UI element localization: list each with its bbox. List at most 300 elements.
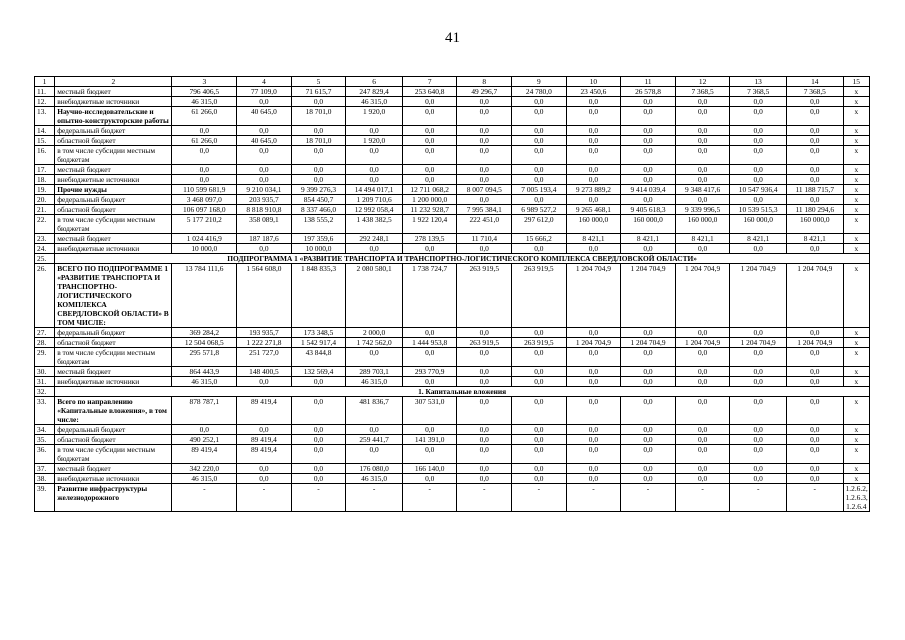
value-cell: 0,0 [512, 367, 567, 377]
value-cell: 7 005 193,4 [512, 185, 567, 195]
value-cell: 0,0 [457, 425, 512, 435]
value-cell: 160 000,0 [675, 215, 730, 234]
value-cell: 1 204 704,9 [786, 338, 843, 348]
reference-cell: x [843, 107, 869, 126]
row-label: местный бюджет [55, 165, 172, 175]
value-cell: 0,0 [291, 165, 346, 175]
value-cell: 176 080,0 [346, 464, 403, 474]
value-cell: 1 209 710,6 [346, 195, 403, 205]
row-number: 31. [35, 377, 55, 387]
row-label: в том числе субсидии местным бюджетам [55, 348, 172, 367]
value-cell: 148 400,5 [237, 367, 292, 377]
value-cell: 0,0 [457, 244, 512, 254]
value-cell: 0,0 [457, 107, 512, 126]
value-cell: 0,0 [512, 474, 567, 484]
value-cell: 307 531,0 [402, 397, 457, 425]
value-cell: 8 007 094,5 [457, 185, 512, 195]
value-cell: 0,0 [675, 97, 730, 107]
table-row [35, 377, 870, 387]
header-cell: 3 [172, 77, 237, 87]
value-cell: 18 701,0 [291, 107, 346, 126]
value-cell: 0,0 [675, 328, 730, 338]
value-cell: 0,0 [730, 146, 787, 165]
reference-cell: x [843, 397, 869, 425]
value-cell: 0,0 [457, 136, 512, 146]
value-cell: 0,0 [566, 367, 621, 377]
value-cell: 0,0 [457, 464, 512, 474]
value-cell: 0,0 [512, 348, 567, 367]
value-cell: 89 419,4 [237, 445, 292, 464]
value-cell: 166 140,0 [402, 464, 457, 474]
table-row [35, 185, 870, 195]
row-number: 39. [35, 484, 55, 512]
value-cell: 0,0 [291, 435, 346, 445]
value-cell: 0,0 [172, 175, 237, 185]
value-cell: 0,0 [457, 175, 512, 185]
header-cell: 7 [402, 77, 457, 87]
value-cell: 106 097 168,0 [172, 205, 237, 215]
value-cell: 3 468 097,0 [172, 195, 237, 205]
value-cell: 0,0 [675, 348, 730, 367]
value-cell: 61 266,0 [172, 136, 237, 146]
value-cell: 0,0 [457, 165, 512, 175]
table-row [35, 107, 870, 126]
value-cell: 12 504 068,5 [172, 338, 237, 348]
value-cell: 71 615,7 [291, 87, 346, 97]
value-cell: 0,0 [786, 425, 843, 435]
value-cell: 358 089,1 [237, 215, 292, 234]
value-cell: 5 177 210,2 [172, 215, 237, 234]
value-cell: 0,0 [237, 377, 292, 387]
value-cell: - [172, 484, 237, 512]
value-cell: 0,0 [786, 377, 843, 387]
value-cell: 0,0 [786, 367, 843, 377]
value-cell: 0,0 [675, 397, 730, 425]
value-cell: 0,0 [512, 435, 567, 445]
section-title: ПОДПРОГРАММА 1 «РАЗВИТИЕ ТРАНСПОРТА И ТРАНСПОРТНО-ЛОГИСТИЧЕСКОГО КОМПЛЕКСА СВЕРДЛОВСКОЙ ОБЛАСТИ» [55, 254, 870, 264]
value-cell: 173 348,5 [291, 328, 346, 338]
table-body [35, 87, 870, 512]
row-label: в том числе субсидии местным бюджетам [55, 445, 172, 464]
value-cell: 0,0 [675, 464, 730, 474]
value-cell: 0,0 [566, 126, 621, 136]
value-cell: 0,0 [512, 397, 567, 425]
value-cell: 43 844,8 [291, 348, 346, 367]
value-cell: - [730, 484, 787, 512]
value-cell: 187 187,6 [237, 234, 292, 244]
value-cell: 0,0 [172, 126, 237, 136]
value-cell: 297 612,0 [512, 215, 567, 234]
value-cell: 253 640,8 [402, 87, 457, 97]
value-cell: 0,0 [457, 97, 512, 107]
header-cell: 5 [291, 77, 346, 87]
value-cell: 160 000,0 [621, 215, 676, 234]
value-cell: 0,0 [512, 97, 567, 107]
reference-cell: x [843, 328, 869, 338]
value-cell: 0,0 [346, 244, 403, 254]
header-cell: 10 [566, 77, 621, 87]
value-cell: 0,0 [402, 97, 457, 107]
value-cell: 0,0 [237, 464, 292, 474]
table-row [35, 215, 870, 234]
value-cell: 10 539 515,3 [730, 205, 787, 215]
value-cell: 0,0 [291, 146, 346, 165]
value-cell: 18 701,0 [291, 136, 346, 146]
value-cell: 0,0 [346, 146, 403, 165]
value-cell: 1 438 382,5 [346, 215, 403, 234]
value-cell: 0,0 [172, 165, 237, 175]
value-cell: 89 419,4 [237, 397, 292, 425]
value-cell: 8 421,1 [786, 234, 843, 244]
value-cell: 0,0 [512, 107, 567, 126]
value-cell: 0,0 [237, 126, 292, 136]
value-cell: 0,0 [730, 348, 787, 367]
value-cell: 0,0 [566, 435, 621, 445]
value-cell: - [675, 484, 730, 512]
row-number: 29. [35, 348, 55, 367]
value-cell: 0,0 [786, 146, 843, 165]
value-cell: 46 315,0 [346, 97, 403, 107]
value-cell: 0,0 [621, 367, 676, 377]
reference-cell: x [843, 464, 869, 474]
value-cell: 9 210 034,1 [237, 185, 292, 195]
value-cell: 0,0 [675, 367, 730, 377]
header-cell: 12 [675, 77, 730, 87]
value-cell: 1 204 704,9 [621, 338, 676, 348]
value-cell: 0,0 [291, 474, 346, 484]
value-cell: 24 780,0 [512, 87, 567, 97]
value-cell: 0,0 [402, 445, 457, 464]
value-cell: 0,0 [291, 377, 346, 387]
reference-cell: x [843, 215, 869, 234]
value-cell: 0,0 [786, 328, 843, 338]
value-cell: 0,0 [566, 348, 621, 367]
value-cell: 0,0 [786, 136, 843, 146]
value-cell: 0,0 [512, 126, 567, 136]
value-cell: 89 419,4 [237, 435, 292, 445]
value-cell: 295 571,8 [172, 348, 237, 367]
row-label: местный бюджет [55, 87, 172, 97]
value-cell: 1 024 416,9 [172, 234, 237, 244]
table-row [35, 328, 870, 338]
value-cell: 7 368,5 [786, 87, 843, 97]
value-cell: 1 204 704,9 [566, 338, 621, 348]
row-label: ВСЕГО ПО ПОДПРОГРАММЕ 1 «РАЗВИТИЕ ТРАНСПОРТА И ТРАНСПОРТНО-ЛОГИСТИЧЕСКОГО КОМПЛЕКСА СВЕРДЛОВСКОЙ ОБЛАСТИ» В ТОМ ЧИСЛЕ: [55, 264, 172, 328]
value-cell: 110 599 681,9 [172, 185, 237, 195]
reference-cell: x [843, 205, 869, 215]
value-cell: 0,0 [566, 195, 621, 205]
header-cell: 1 [35, 77, 55, 87]
value-cell: 1 200 000,0 [402, 195, 457, 205]
value-cell: 481 836,7 [346, 397, 403, 425]
value-cell: 0,0 [675, 175, 730, 185]
table-row [35, 425, 870, 435]
value-cell: - [457, 484, 512, 512]
row-number: 13. [35, 107, 55, 126]
value-cell: 0,0 [786, 397, 843, 425]
page-number: 41 [445, 30, 460, 46]
reference-cell: x [843, 146, 869, 165]
row-number: 12. [35, 97, 55, 107]
value-cell: 160 000,0 [566, 215, 621, 234]
value-cell: 0,0 [786, 474, 843, 484]
value-cell: 0,0 [402, 175, 457, 185]
header-cell: 9 [512, 77, 567, 87]
value-cell: 0,0 [730, 328, 787, 338]
value-cell: 0,0 [621, 425, 676, 435]
value-cell: 1 204 704,9 [675, 264, 730, 328]
value-cell: 0,0 [621, 126, 676, 136]
table-row [35, 136, 870, 146]
table-row [35, 195, 870, 205]
value-cell: 6 989 527,2 [512, 205, 567, 215]
row-number: 33. [35, 397, 55, 425]
value-cell: 1 542 917,4 [291, 338, 346, 348]
value-cell: 0,0 [786, 195, 843, 205]
value-cell: 8 421,1 [675, 234, 730, 244]
value-cell: 0,0 [237, 146, 292, 165]
table-row [35, 397, 870, 425]
row-number: 38. [35, 474, 55, 484]
value-cell: 0,0 [237, 244, 292, 254]
value-cell: 292 248,1 [346, 234, 403, 244]
value-cell: 0,0 [566, 328, 621, 338]
row-label: областной бюджет [55, 136, 172, 146]
value-cell: 0,0 [457, 377, 512, 387]
section-row [35, 387, 870, 397]
reference-cell: x [843, 234, 869, 244]
value-cell: - [291, 484, 346, 512]
value-cell: 0,0 [730, 377, 787, 387]
value-cell: 0,0 [730, 97, 787, 107]
value-cell: 0,0 [675, 107, 730, 126]
value-cell: 160 000,0 [730, 215, 787, 234]
value-cell: 289 703,1 [346, 367, 403, 377]
value-cell: 0,0 [457, 474, 512, 484]
value-cell: 46 315,0 [346, 474, 403, 484]
value-cell: 222 451,0 [457, 215, 512, 234]
row-number: 18. [35, 175, 55, 185]
reference-cell: x [843, 264, 869, 328]
table-row [35, 348, 870, 367]
row-label: Научно-исследовательские и опытно-конструкторские работы [55, 107, 172, 126]
row-number: 20. [35, 195, 55, 205]
value-cell: 0,0 [402, 244, 457, 254]
value-cell: 0,0 [730, 445, 787, 464]
value-cell: 0,0 [621, 348, 676, 367]
value-cell: 0,0 [512, 165, 567, 175]
value-cell: 0,0 [346, 425, 403, 435]
value-cell: 1 564 608,0 [237, 264, 292, 328]
value-cell: 0,0 [730, 474, 787, 484]
value-cell: 0,0 [402, 348, 457, 367]
value-cell: 1 444 953,8 [402, 338, 457, 348]
value-cell: 77 109,0 [237, 87, 292, 97]
row-label: в том числе субсидии местным бюджетам [55, 215, 172, 234]
reference-cell: x [843, 377, 869, 387]
value-cell: 0,0 [346, 445, 403, 464]
value-cell: 0,0 [346, 165, 403, 175]
table-row [35, 338, 870, 348]
value-cell: 9 405 618,3 [621, 205, 676, 215]
value-cell: 0,0 [621, 474, 676, 484]
reference-cell: x [843, 136, 869, 146]
section-row [35, 254, 870, 264]
value-cell: 0,0 [621, 195, 676, 205]
value-cell: 7 368,5 [730, 87, 787, 97]
header-cell: 13 [730, 77, 787, 87]
value-cell: 0,0 [730, 165, 787, 175]
value-cell: 0,0 [786, 126, 843, 136]
reference-cell: x [843, 445, 869, 464]
value-cell: 23 450,6 [566, 87, 621, 97]
value-cell: 0,0 [566, 146, 621, 165]
value-cell: 0,0 [566, 425, 621, 435]
value-cell: 40 645,0 [237, 107, 292, 126]
value-cell: 0,0 [675, 126, 730, 136]
header-cell: 15 [843, 77, 869, 87]
row-label: местный бюджет [55, 464, 172, 474]
value-cell: 0,0 [402, 474, 457, 484]
value-cell: 0,0 [512, 136, 567, 146]
value-cell: 9 273 889,2 [566, 185, 621, 195]
table-row [35, 146, 870, 165]
row-number: 36. [35, 445, 55, 464]
value-cell: 878 787,1 [172, 397, 237, 425]
header-cell: 14 [786, 77, 843, 87]
value-cell: 0,0 [237, 175, 292, 185]
table-row [35, 165, 870, 175]
value-cell: 0,0 [237, 165, 292, 175]
value-cell: 293 770,9 [402, 367, 457, 377]
row-label: Прочие нужды [55, 185, 172, 195]
value-cell: 0,0 [512, 244, 567, 254]
value-cell: 1 222 271,8 [237, 338, 292, 348]
reference-cell: x [843, 175, 869, 185]
value-cell: 0,0 [237, 425, 292, 435]
reference-cell: x [843, 165, 869, 175]
value-cell: 0,0 [457, 348, 512, 367]
value-cell: 0,0 [786, 97, 843, 107]
row-label: внебюджетные источники [55, 97, 172, 107]
value-cell: - [346, 484, 403, 512]
value-cell: 0,0 [457, 367, 512, 377]
value-cell: 0,0 [621, 244, 676, 254]
value-cell: 1 204 704,9 [730, 264, 787, 328]
value-cell: 1 204 704,9 [730, 338, 787, 348]
header-cell: 6 [346, 77, 403, 87]
value-cell: 0,0 [621, 445, 676, 464]
row-number: 16. [35, 146, 55, 165]
row-label: федеральный бюджет [55, 195, 172, 205]
value-cell: 0,0 [621, 146, 676, 165]
value-cell: 259 441,7 [346, 435, 403, 445]
table-row [35, 97, 870, 107]
row-number: 25. [35, 254, 55, 264]
value-cell: 0,0 [786, 445, 843, 464]
row-label: внебюджетные источники [55, 377, 172, 387]
value-cell: 1 742 562,0 [346, 338, 403, 348]
table-row [35, 126, 870, 136]
value-cell: 1 204 704,9 [675, 338, 730, 348]
value-cell: 0,0 [291, 445, 346, 464]
value-cell: 8 421,1 [621, 234, 676, 244]
value-cell: 0,0 [566, 107, 621, 126]
value-cell: 10 000,0 [172, 244, 237, 254]
value-cell: 0,0 [457, 328, 512, 338]
value-cell: 132 569,4 [291, 367, 346, 377]
value-cell: - [621, 484, 676, 512]
row-label: Развитие инфраструктуры железнодорожного [55, 484, 172, 512]
value-cell: 342 220,0 [172, 464, 237, 474]
value-cell: 0,0 [346, 348, 403, 367]
row-number: 37. [35, 464, 55, 474]
value-cell: 0,0 [566, 445, 621, 464]
value-cell: 0,0 [621, 377, 676, 387]
value-cell: 0,0 [786, 244, 843, 254]
value-cell: 0,0 [346, 175, 403, 185]
row-number: 21. [35, 205, 55, 215]
value-cell: 0,0 [675, 474, 730, 484]
table-row [35, 484, 870, 512]
row-number: 22. [35, 215, 55, 234]
value-cell: 263 919,5 [512, 338, 567, 348]
value-cell: 0,0 [457, 445, 512, 464]
budget-table [34, 76, 870, 512]
value-cell: 0,0 [730, 397, 787, 425]
value-cell: 0,0 [402, 107, 457, 126]
value-cell: 46 315,0 [346, 377, 403, 387]
table-row [35, 367, 870, 377]
header-cell: 4 [237, 77, 292, 87]
value-cell: 854 450,7 [291, 195, 346, 205]
value-cell: 0,0 [786, 348, 843, 367]
row-label: федеральный бюджет [55, 126, 172, 136]
value-cell: 8 818 910,8 [237, 205, 292, 215]
row-label: федеральный бюджет [55, 328, 172, 338]
value-cell: 0,0 [291, 464, 346, 474]
value-cell: 0,0 [512, 175, 567, 185]
value-cell: 0,0 [730, 195, 787, 205]
value-cell: 46 315,0 [172, 474, 237, 484]
reference-cell: x [843, 126, 869, 136]
value-cell: 490 252,1 [172, 435, 237, 445]
value-cell: 0,0 [402, 165, 457, 175]
value-cell: 0,0 [402, 146, 457, 165]
value-cell: 0,0 [675, 244, 730, 254]
value-cell: 0,0 [675, 425, 730, 435]
reference-cell: x [843, 185, 869, 195]
value-cell: 9 399 276,3 [291, 185, 346, 195]
reference-cell: x [843, 87, 869, 97]
reference-cell: 1.2.6.2, 1.2.6.3, 1.2.6.4 [843, 484, 869, 512]
value-cell: 0,0 [291, 175, 346, 185]
value-cell: 8 421,1 [566, 234, 621, 244]
value-cell: 0,0 [512, 377, 567, 387]
reference-cell: x [843, 244, 869, 254]
value-cell: 1 204 704,9 [566, 264, 621, 328]
value-cell: 61 266,0 [172, 107, 237, 126]
row-number: 32. [35, 387, 55, 397]
reference-cell: x [843, 338, 869, 348]
reference-cell: x [843, 474, 869, 484]
row-number: 27. [35, 328, 55, 338]
value-cell: 2 080 580,1 [346, 264, 403, 328]
value-cell: 0,0 [237, 474, 292, 484]
value-cell: 0,0 [512, 328, 567, 338]
row-label: Всего по направлению «Капитальные вложения», в том числе: [55, 397, 172, 425]
table-row [35, 464, 870, 474]
